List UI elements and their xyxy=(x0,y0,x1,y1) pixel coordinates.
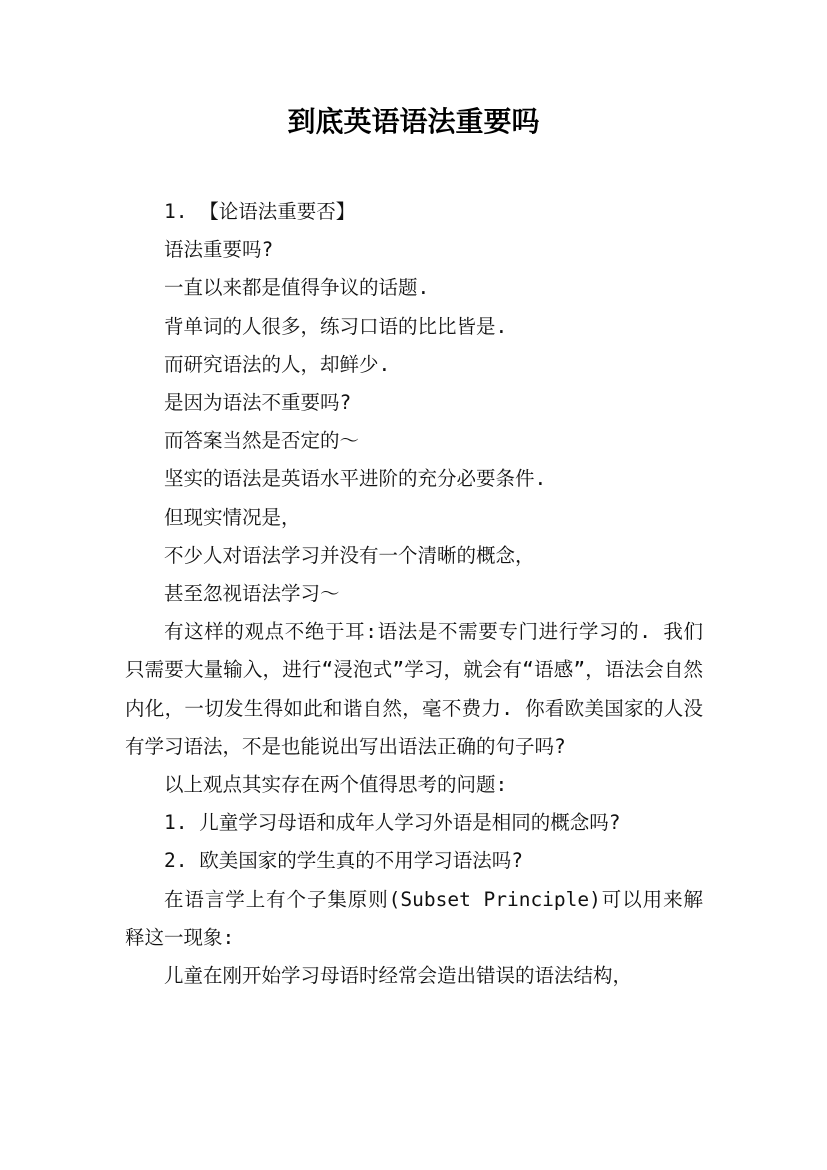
document-body xyxy=(125,193,703,995)
paragraph: 儿童在刚开始学习母语时经常会造出错误的语法结构， xyxy=(164,964,633,988)
paragraph: 坚实的语法是英语水平进阶的充分必要条件. xyxy=(164,467,547,491)
paragraph: 以上观点其实存在两个值得思考的问题: xyxy=(164,773,508,797)
paragraph: 2. 欧美国家的学生真的不用学习语法吗? xyxy=(164,849,523,873)
paragraph: 1. 儿童学习母语和成年人学习外语是相同的概念吗? xyxy=(164,811,621,835)
paragraph: 不少人对语法学习并没有一个清晰的概念， xyxy=(164,543,535,567)
paragraph: 是因为语法不重要吗? xyxy=(164,391,352,415)
paragraph: 1. 【论语法重要否】 xyxy=(164,200,356,223)
paragraph: 有这样的观点不绝于耳:语法是不需要专门进行学习的. 我们只需要大量输入，进行“浸泡式”学习，就会有“语感”，语法会自然内化，一切发生得如此和谐自然，毫不费力. 你看欧美国家的人没有学习语法，不是也能说出写出语法正确的句子吗? xyxy=(125,620,703,758)
paragraph: 语法重要吗? xyxy=(164,238,274,262)
paragraph: 而答案当然是否定的～ xyxy=(164,429,360,453)
paragraph: 在语言学上有个子集原则(Subset Principle)可以用来解释这一现象: xyxy=(125,887,703,949)
paragraph: 甚至忽视语法学习～ xyxy=(164,582,340,606)
paragraph: 而研究语法的人，却鲜少. xyxy=(164,352,391,376)
paragraph: 一直以来都是值得争议的话题. xyxy=(164,276,430,300)
document-title: 到底英语语法重要吗 xyxy=(287,105,540,138)
paragraph: 但现实情况是， xyxy=(164,505,301,529)
paragraph: 背单词的人很多，练习口语的比比皆是. xyxy=(164,314,508,338)
